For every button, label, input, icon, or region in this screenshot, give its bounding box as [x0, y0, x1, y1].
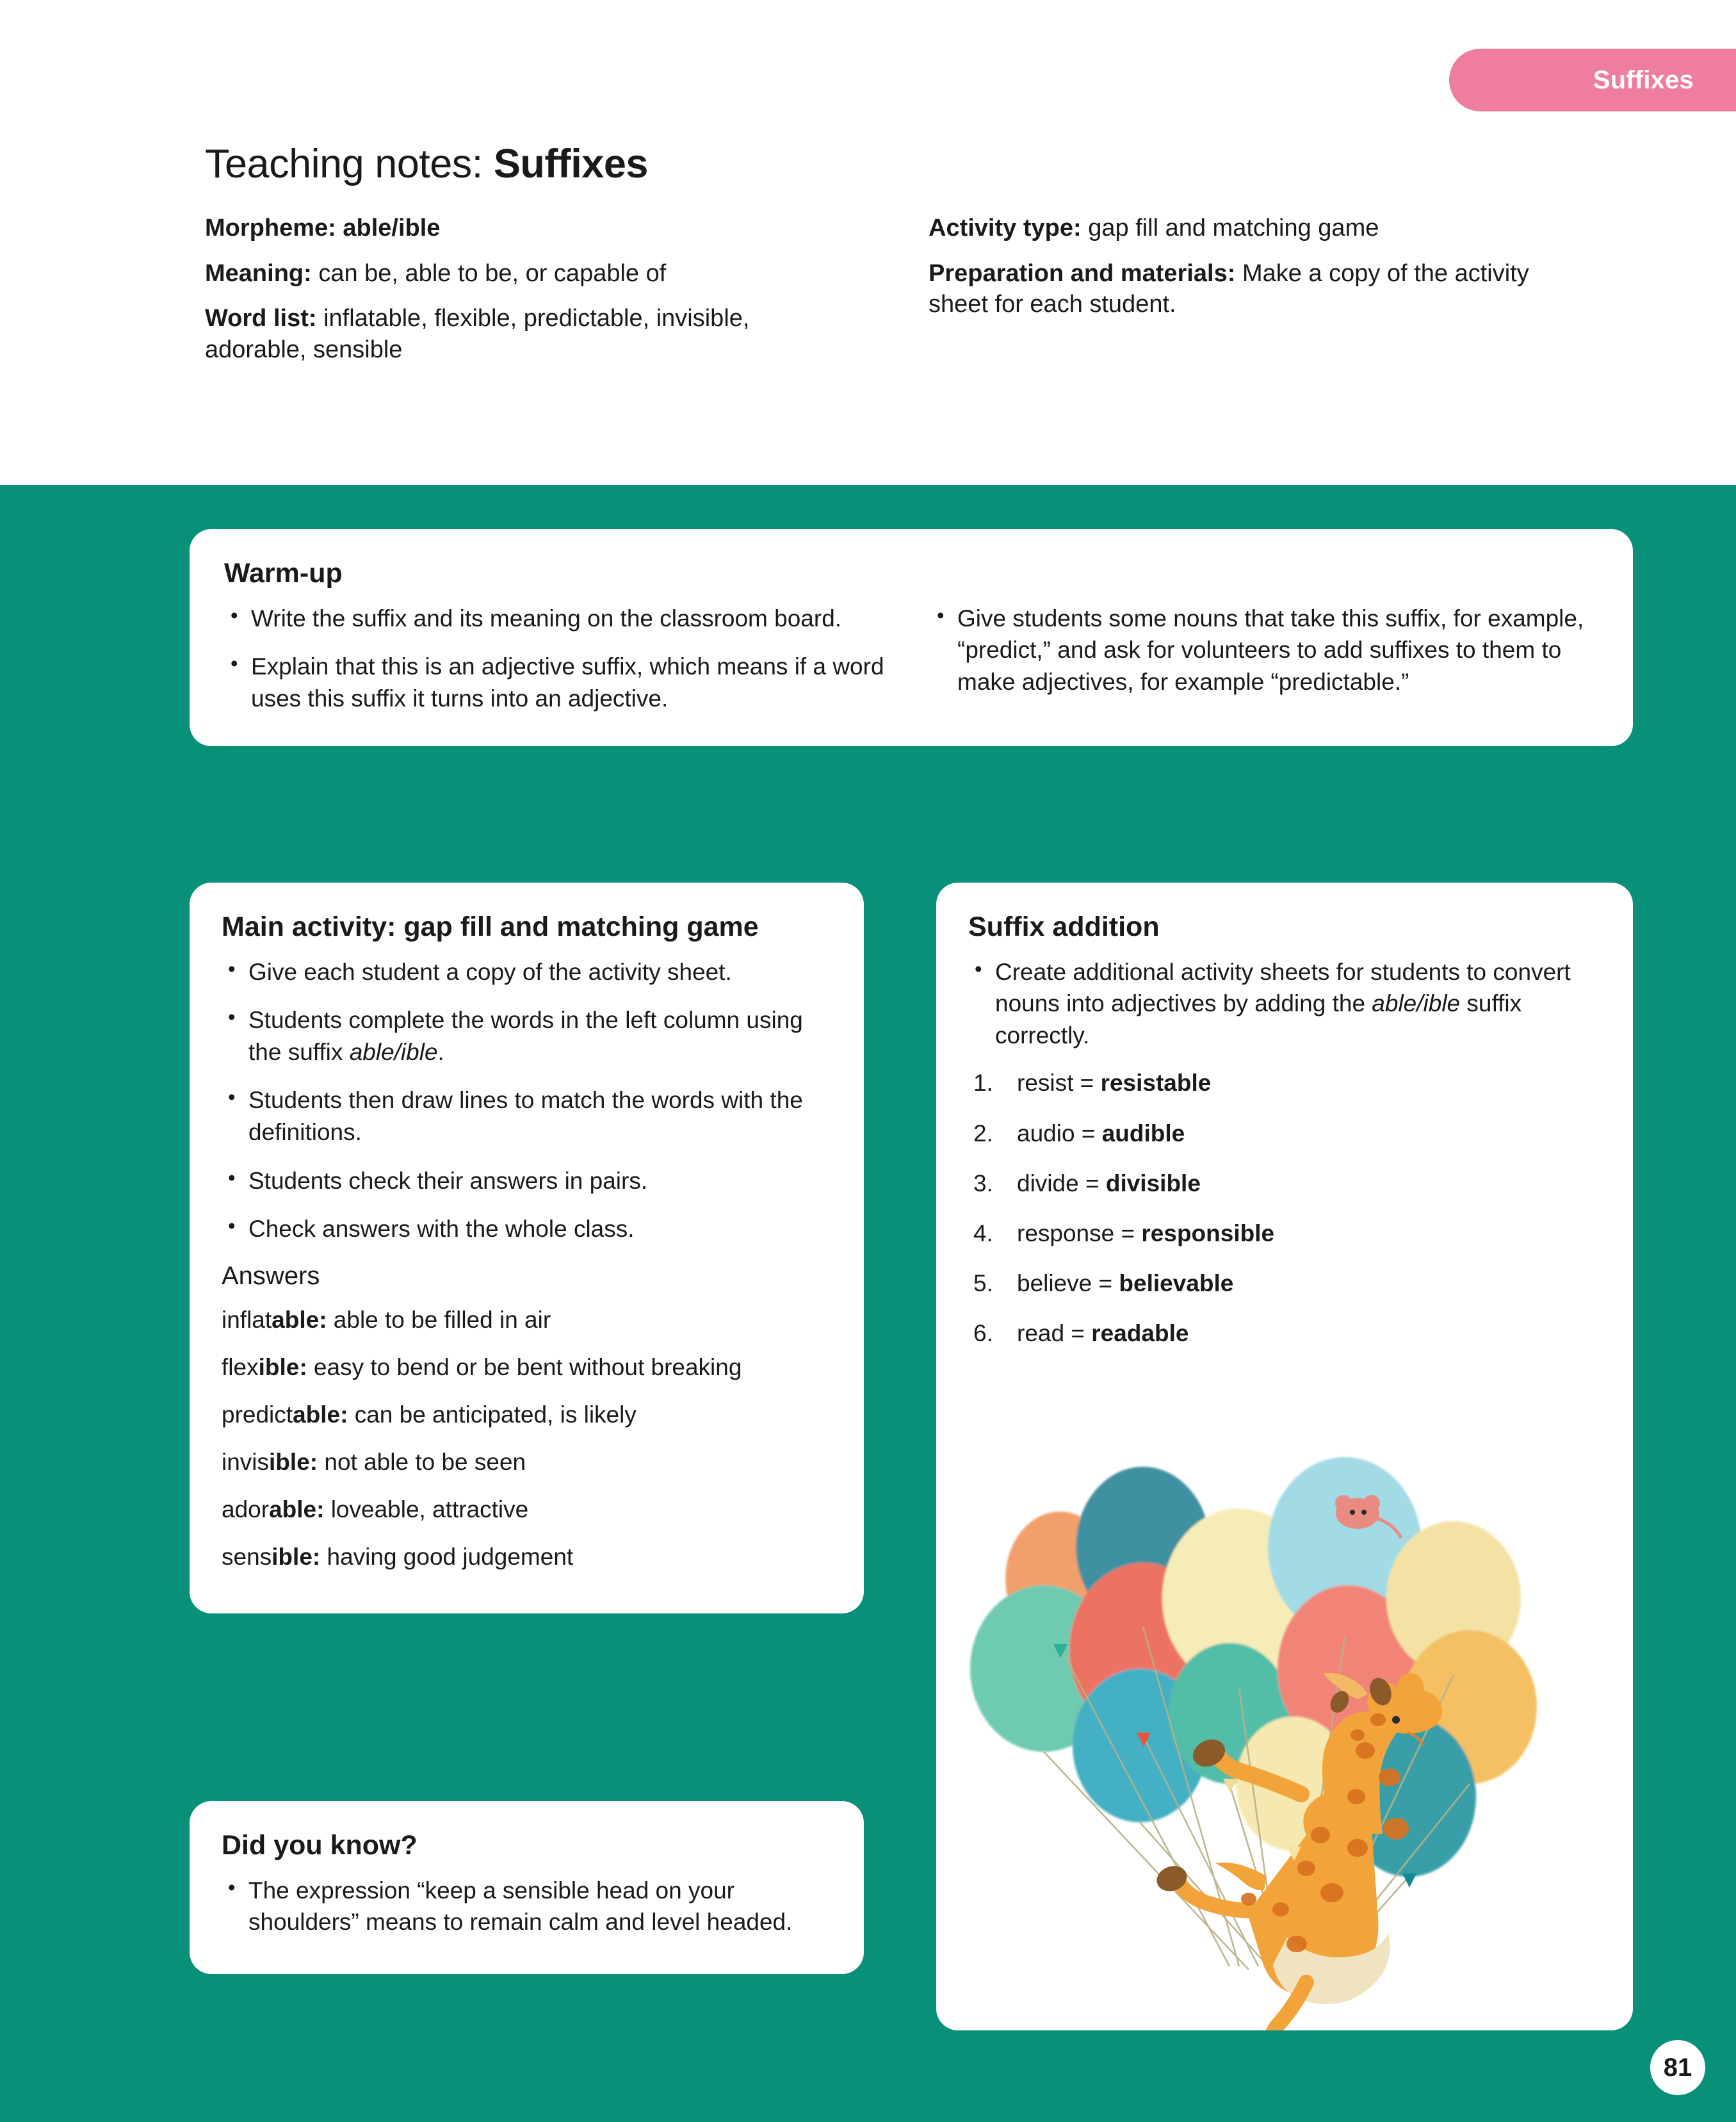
warm-up-right-bullet-list	[930, 603, 1598, 698]
metadata-preparation-label: Preparation and materials:	[929, 259, 1236, 287]
answer-definition: can be anticipated, is likely	[354, 1401, 637, 1428]
metadata-morpheme	[205, 213, 845, 244]
metadata-left-column	[205, 213, 845, 380]
word-root: divide =	[1017, 1170, 1106, 1196]
main-activity-bullet-list	[222, 956, 832, 1245]
answer-stem: invis	[222, 1449, 270, 1476]
answer-stem: inflat	[222, 1306, 272, 1333]
metadata-morpheme-label: Morpheme:	[205, 215, 336, 241]
answer-stem: ador	[222, 1496, 270, 1523]
answer-row	[222, 1494, 832, 1525]
suffix-addition-numbered-list	[968, 1068, 1601, 1349]
list-item: • Give students some nouns that take this suffix, for example, “predict,” and ask for volunteers to add suffixes to them to make adjectives, for example “predictable.”	[930, 603, 1598, 698]
list-item	[968, 1168, 1601, 1199]
answer-row	[222, 1542, 832, 1572]
metadata-meaning	[205, 258, 845, 290]
list-item: • Write the suffix and its meaning on the classroom board.	[224, 603, 892, 635]
list-item-text-tail: suffix correctly.	[995, 990, 1522, 1049]
metadata-word-list	[205, 303, 845, 365]
list-item-emphasis: able/ible	[1372, 990, 1461, 1017]
list-item-text: Give each student a copy of the activity sheet.	[248, 958, 732, 985]
word-answer: responsible	[1141, 1220, 1275, 1246]
word-root: read =	[1017, 1319, 1092, 1346]
list-item	[968, 956, 1601, 1052]
word-root: response =	[1017, 1220, 1142, 1246]
warm-up-columns	[224, 603, 1598, 731]
list-item	[222, 956, 832, 988]
list-item	[968, 1218, 1601, 1249]
metadata-preparation	[929, 258, 1569, 320]
answer-definition: not able to be seen	[324, 1449, 526, 1476]
word-answer: readable	[1091, 1319, 1189, 1346]
list-item-text: Students then draw lines to match the words with the definitions.	[248, 1087, 803, 1146]
answer-stem: flex	[222, 1353, 259, 1380]
answer-definition: able to be filled in air	[333, 1306, 551, 1333]
warm-up-right-column	[930, 603, 1598, 731]
answer-definition: easy to bend or be bent without breaking	[313, 1353, 742, 1380]
warm-up-left-column	[224, 603, 892, 731]
metadata-meaning-label: Meaning:	[205, 259, 312, 287]
did-you-know-title: Did you know?	[222, 1830, 418, 1861]
metadata-activity-type	[929, 213, 1569, 244]
list-item	[222, 1004, 832, 1068]
metadata-columns	[205, 213, 1614, 380]
answer-suffix: able:	[269, 1496, 325, 1523]
warm-up-left-bullet-list	[224, 603, 892, 715]
list-item	[968, 1068, 1601, 1098]
section-tab	[1449, 49, 1736, 111]
warm-up-card	[190, 529, 1633, 746]
list-item	[968, 1268, 1601, 1299]
metadata-word-list-value: inflatable, flexible, predictable, invisible, adorable, sensible	[205, 305, 750, 363]
word-root: resist =	[1017, 1070, 1101, 1097]
did-you-know-card	[190, 1801, 864, 1974]
suffix-addition-card	[936, 883, 1633, 2030]
list-item-text: Check answers with the whole class.	[248, 1216, 635, 1243]
word-answer: resistable	[1100, 1070, 1212, 1097]
answer-suffix: ible:	[272, 1544, 321, 1571]
list-item	[222, 1165, 832, 1197]
word-answer: divisible	[1105, 1170, 1201, 1196]
page-title	[205, 141, 648, 187]
main-activity-title: Main activity: gap fill and matching game	[222, 911, 759, 942]
word-root: believe =	[1017, 1269, 1119, 1296]
list-item: • Explain that this is an adjective suffix, which means if a word uses this suffix it turns into an adjective.	[224, 651, 892, 714]
answer-definition: loveable, attractive	[330, 1496, 529, 1523]
did-you-know-bullet-list	[222, 1875, 832, 1938]
warm-up-title: Warm-up	[224, 558, 343, 589]
metadata-activity-type-label: Activity type:	[929, 215, 1082, 241]
answer-suffix: able:	[272, 1306, 327, 1333]
answer-suffix: ible:	[269, 1449, 318, 1476]
list-item	[222, 1084, 832, 1148]
answer-row	[222, 1447, 832, 1478]
metadata-morpheme-value: able/ible	[343, 215, 441, 241]
answers-heading: Answers	[222, 1261, 320, 1290]
list-item-text: Students complete the words in the left column using the suffix	[248, 1007, 803, 1065]
list-item	[222, 1213, 832, 1245]
word-root: audio =	[1017, 1120, 1102, 1147]
list-item-text: Students check their answers in pairs.	[248, 1167, 648, 1194]
answer-suffix: ible:	[258, 1353, 307, 1380]
page-number: 81	[1663, 2053, 1692, 2082]
metadata-meaning-value: can be, able to be, or capable of	[318, 259, 667, 287]
list-item-text-tail: .	[437, 1038, 444, 1065]
list-item: • The expression “keep a sensible head on your shoulders” means to remain calm and level headed.	[222, 1875, 832, 1938]
answer-row	[222, 1305, 832, 1335]
answer-suffix: able:	[293, 1401, 348, 1428]
answer-row	[222, 1352, 832, 1383]
list-item-text: Create additional activity sheets for students to convert nouns into adjectives by adding the	[995, 958, 1571, 1017]
list-item	[968, 1318, 1601, 1349]
suffix-addition-bullet-list	[968, 956, 1601, 1052]
metadata-activity-type-value: gap fill and matching game	[1088, 215, 1379, 241]
list-item	[968, 1118, 1601, 1149]
section-tab-label: Suffixes	[1593, 65, 1694, 94]
metadata-right-column	[929, 213, 1569, 380]
answer-stem: predict	[222, 1401, 293, 1428]
metadata-word-list-label: Word list:	[205, 305, 317, 332]
page-title-prefix: Teaching notes:	[205, 142, 494, 186]
main-activity-card	[190, 883, 864, 1613]
list-item-emphasis: able/ible	[349, 1038, 438, 1065]
word-answer: believable	[1119, 1269, 1234, 1296]
word-answer: audible	[1101, 1120, 1185, 1147]
answer-stem: sens	[222, 1544, 272, 1571]
page-title-bold: Suffixes	[493, 142, 648, 186]
metadata-preparation-value: Make a copy of the activity sheet for each student.	[929, 259, 1529, 318]
answer-row	[222, 1400, 832, 1430]
answer-definition: having good judgement	[327, 1544, 574, 1571]
suffix-addition-title: Suffix addition	[968, 911, 1160, 942]
page-number-badge	[1650, 2040, 1705, 2095]
